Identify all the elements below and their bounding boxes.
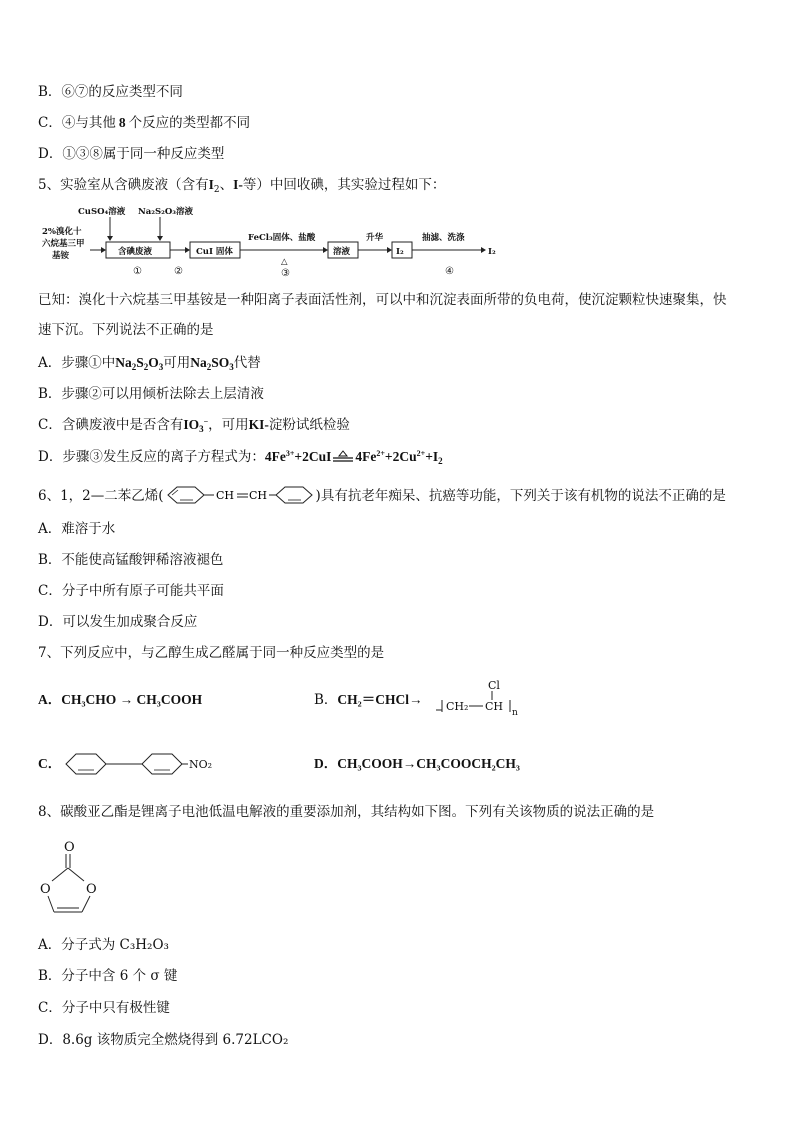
step-sublime-label: 升华	[366, 233, 384, 243]
stem-text: 5、实验室从含碘废液（含有	[38, 177, 209, 193]
arrow-head	[387, 247, 392, 253]
q6-option-d	[38, 613, 197, 631]
q4-option-d	[38, 145, 224, 163]
arrow-head	[185, 247, 190, 253]
option-text: 代替	[233, 355, 261, 371]
ch2-label: CH₂	[446, 700, 469, 713]
known-text: 速下沉。下列说法不正确的是	[38, 322, 214, 338]
q5-option-b	[38, 385, 264, 403]
q8-option-c	[38, 999, 170, 1017]
step-number-4: ④	[445, 266, 454, 277]
option-text: D．步骤③发生反应的离子方程式为：	[38, 449, 265, 465]
option-text: C．分子中只有极性键	[38, 1000, 170, 1016]
n-subscript: n	[512, 708, 518, 718]
subscript: 3	[158, 362, 164, 372]
formula: Na	[115, 355, 132, 370]
option-letter: C．	[38, 756, 62, 771]
q5-known-line2	[38, 321, 214, 339]
subscript: 3	[199, 424, 204, 434]
option-text: D．可以发生加成聚合反应	[38, 614, 198, 630]
formula: I-	[233, 177, 243, 192]
stem-text: 、	[219, 177, 234, 193]
superscript: 2+	[376, 449, 385, 458]
stem-text: 7、下列反应中，与乙醇生成乙醛属于同一种反应类型的是	[38, 645, 385, 661]
formula: 4Fe	[264, 449, 286, 464]
q7-option-c	[38, 755, 61, 773]
q7-option-d	[314, 755, 520, 773]
arrow-head	[101, 247, 106, 253]
superscript: −	[203, 417, 209, 426]
formula: S	[136, 355, 144, 370]
feed-label-line2: 六烷基三甲	[42, 239, 85, 249]
q8-option-a	[38, 936, 169, 954]
polyvinyl-chloride-structure-icon	[430, 676, 520, 718]
step-filter-label: 抽滤、洗涤	[422, 233, 465, 243]
arrow-head	[157, 236, 163, 241]
heat-equals-icon	[331, 450, 355, 462]
formula: 4Fe	[355, 449, 377, 464]
arrow-head	[107, 236, 113, 241]
known-text: 已知：溴化十六烷基三甲基铵是一种阳离子表面活性剂，可以中和沉淀表面所带的负电荷，使沉淀颗粒快速聚集，快	[38, 292, 727, 308]
option-text: 淀粉试纸检验	[268, 417, 350, 433]
ch-label: CH	[215, 489, 234, 502]
q6-option-c	[38, 582, 224, 600]
ring-oxygen-right-label: O	[86, 882, 97, 897]
option-text: B．步骤②可以用倾析法除去上层清液	[38, 386, 264, 402]
heat-symbol: △	[281, 257, 288, 267]
q5-stem	[38, 176, 445, 194]
q4-option-b	[38, 83, 183, 101]
no2-label: NO₂	[189, 758, 213, 771]
subscript: 2	[213, 185, 220, 195]
box-cui-solid-label: CuI 固体	[196, 247, 233, 257]
feed-label-line1: 2%溴化十	[42, 227, 82, 237]
option-text: C．分子中所有原子可能共平面	[38, 583, 224, 599]
formula: +I	[425, 449, 439, 464]
q5-option-a	[38, 354, 261, 372]
option-text: ，可用	[208, 417, 249, 433]
ch-label: CH	[248, 489, 267, 502]
q5-known-line1	[38, 291, 727, 309]
option-text: D．8.6g 该物质完全燃烧得到 6.72LCO₂	[38, 1032, 289, 1048]
feed-label-line3: 基铵	[52, 251, 70, 261]
ring-oxygen-left-label: O	[40, 882, 51, 897]
q6-option-b	[38, 551, 223, 569]
subscript: 3	[229, 362, 234, 372]
carbonyl-oxygen-label: O	[64, 840, 75, 855]
product-iodine-label: I₂	[488, 247, 496, 257]
superscript: 2+	[416, 449, 426, 458]
formula: KI-	[248, 417, 269, 432]
option-text: D．①③⑧属于同一种反应类型	[38, 146, 225, 162]
formula: IO	[183, 417, 200, 432]
cl-label: Cl	[488, 679, 500, 692]
q4-option-c	[38, 114, 250, 132]
formula: +2CuI	[294, 449, 332, 464]
subscript: 2	[438, 456, 443, 466]
box-solution-label: 溶液	[333, 247, 351, 257]
subscript: 2	[131, 362, 137, 372]
option-text: A．步骤①中	[38, 355, 116, 371]
option-text: A．CH₃CHO → CH₃COOH	[38, 692, 203, 707]
stem-text: 6、1，2—二苯乙烯(	[38, 488, 164, 504]
arrow-head	[481, 247, 486, 253]
option-text: A．难溶于水	[38, 521, 116, 537]
q5-option-c	[38, 416, 350, 434]
arrow-head	[323, 247, 328, 253]
option-number: 8	[118, 115, 126, 130]
stem-text: )具有抗老年痴呆、抗癌等功能，下列关于该有机物的说法不正确的是	[315, 488, 726, 504]
step-number-2: ②	[174, 266, 183, 277]
box-iodine-waste-label: 含碘废液	[118, 247, 153, 257]
step-number-1: ①	[133, 266, 142, 277]
stem-text: 等）中回收碘，其实验过程如下：	[242, 177, 446, 193]
q8-stem	[38, 803, 654, 821]
formula: SO	[211, 355, 230, 370]
option-text: C．含碘废液中是否含有	[38, 417, 184, 433]
superscript: 3+	[285, 449, 295, 458]
option-text: D．CH₃COOH→CH₃COOCH₂CH₃	[314, 756, 520, 771]
stem-text: 8、碳酸亚乙酯是锂离子电池低温电解液的重要添加剂，其结构如下图。下列有关该物质的说法正确的是	[38, 804, 655, 820]
q6-option-a	[38, 520, 115, 538]
formula: Na	[190, 355, 207, 370]
subscript: 2	[143, 362, 149, 372]
option-text: 可用	[163, 355, 191, 371]
reagent-na2s2o3-label: Na₂S₂O₃溶液	[138, 207, 193, 217]
option-letter: B．	[314, 692, 338, 708]
option-text: B．⑥⑦的反应类型不同	[38, 84, 183, 100]
step-number-3: ③	[281, 268, 290, 279]
option-text: B．不能使高锰酸钾稀溶液褪色	[38, 552, 224, 568]
reagent-cuso4-label: CuSO₄溶液	[78, 207, 126, 217]
q5-option-d	[38, 448, 443, 466]
subscript: 2	[206, 362, 212, 372]
box-iodine-label: I₂	[396, 247, 404, 257]
option-text: 个反应的类型都不同	[128, 115, 251, 131]
q8-option-b	[38, 967, 177, 985]
option-text: A．分子式为 C₃H₂O₃	[38, 937, 169, 953]
stilbene-structure-icon	[164, 484, 316, 506]
q7-option-a	[38, 691, 202, 709]
vinylene-carbonate-structure-icon	[34, 838, 104, 920]
q6-stem	[38, 484, 726, 506]
nitrobiphenyl-structure-icon	[62, 750, 222, 778]
q7-stem	[38, 644, 384, 662]
option-text: C．④与其他	[38, 115, 116, 131]
formula: +2Cu	[384, 449, 417, 464]
formula: O	[148, 355, 159, 370]
reagent-fecl3-label: FeCl₃固体、盐酸	[248, 233, 316, 243]
q8-option-d	[38, 1031, 288, 1049]
q5-flow-diagram	[38, 202, 508, 280]
ch-label: CH	[485, 700, 504, 713]
formula: CH₂＝CHCl→	[337, 692, 423, 707]
option-text: B．分子中含 6 个 σ 键	[38, 968, 178, 984]
formula: I	[208, 177, 214, 192]
q7-option-b	[314, 691, 422, 709]
